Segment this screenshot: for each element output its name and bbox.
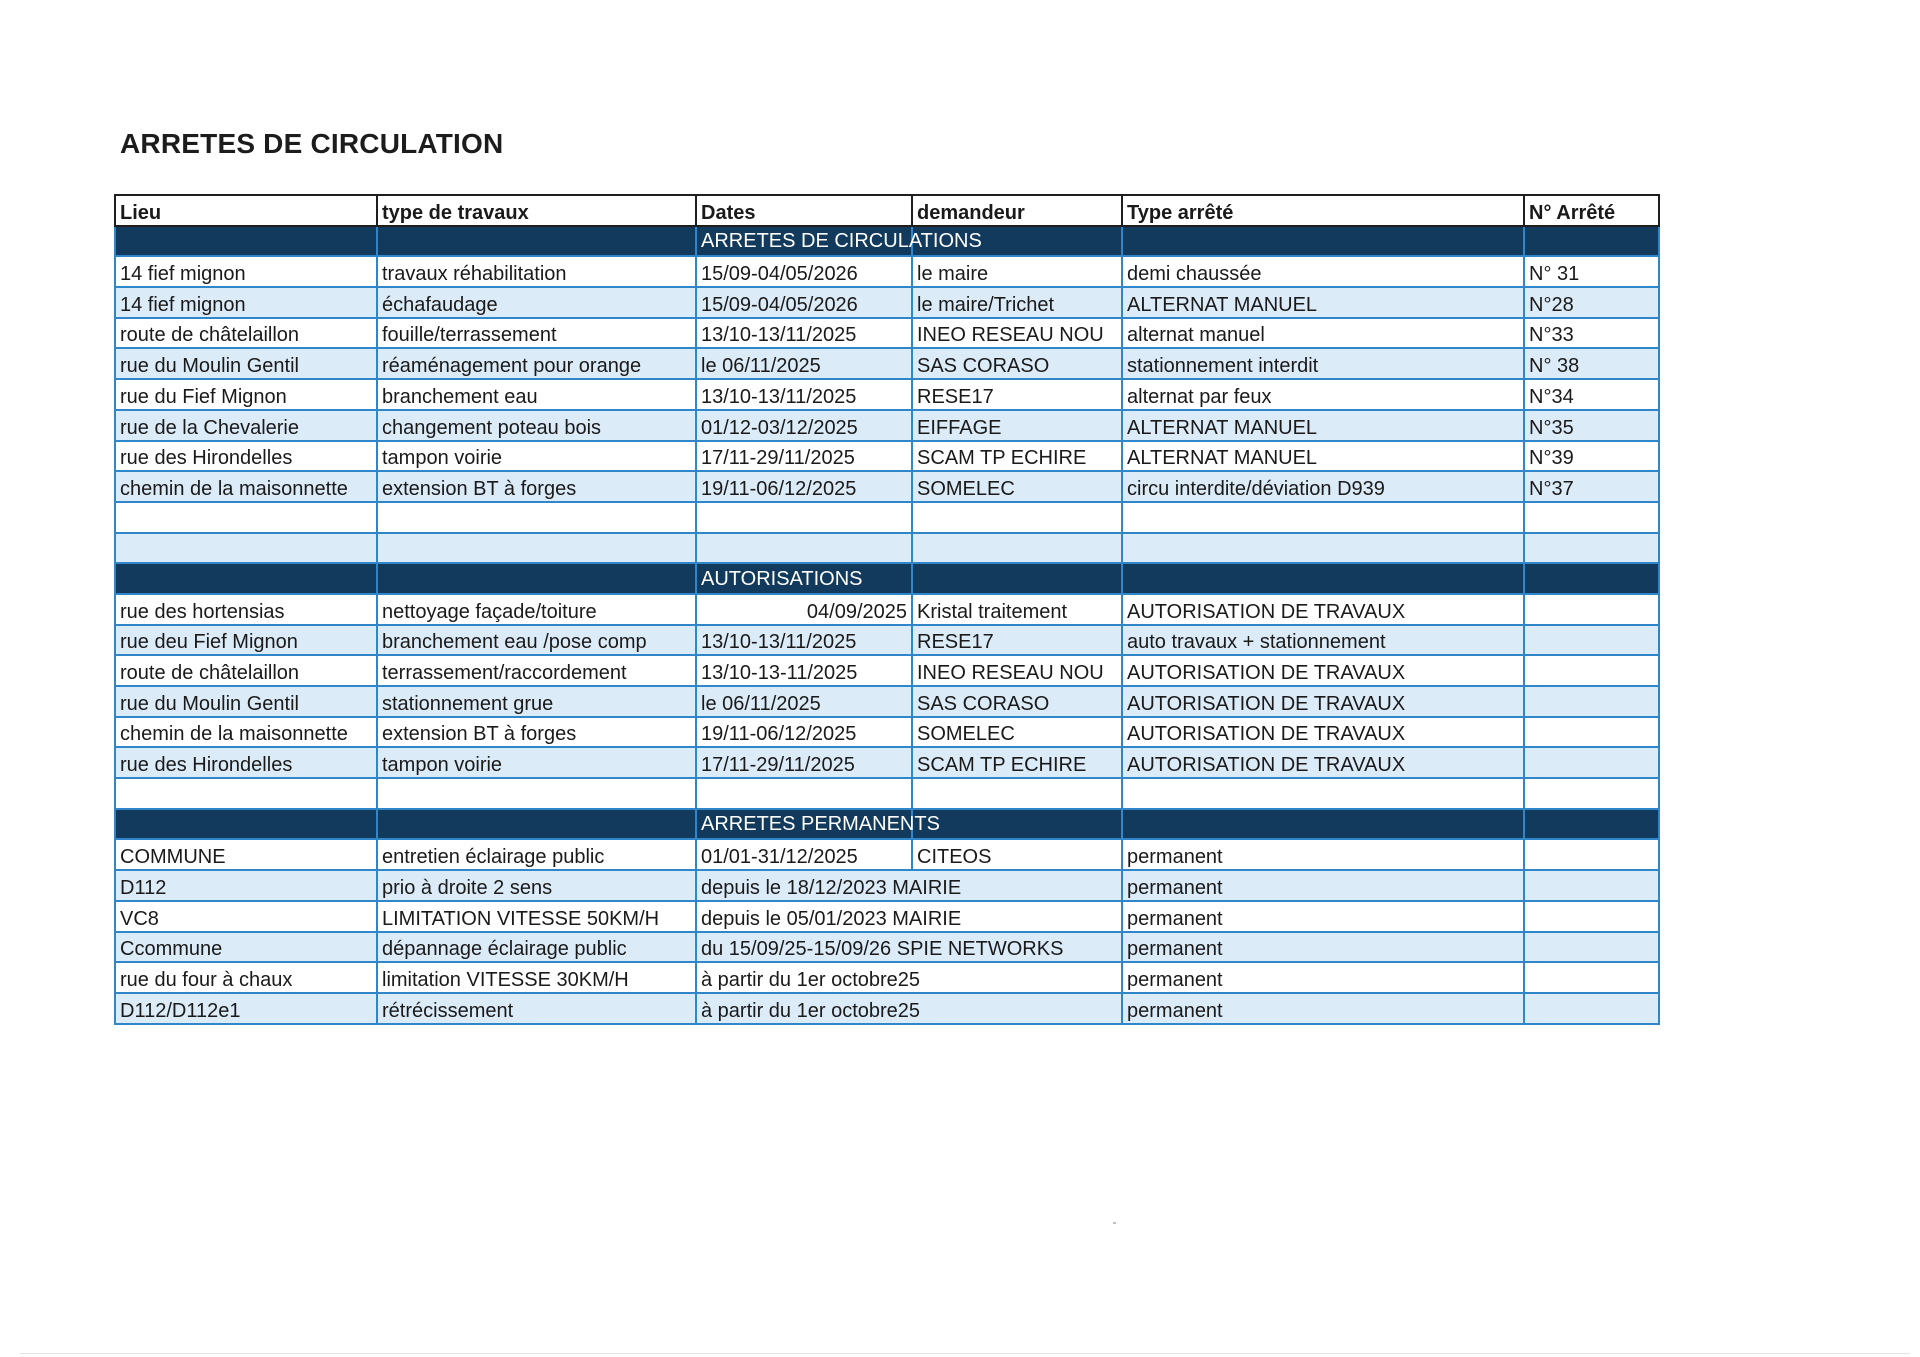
- table-row: [115, 778, 1659, 809]
- table-body: [115, 226, 1659, 1024]
- cell-lieu: Ccommune: [115, 932, 377, 963]
- cell-demandeur: SOMELEC: [912, 717, 1122, 748]
- cell-type-arrete: AUTORISATION DE TRAVAUX: [1122, 686, 1524, 717]
- cell-dates: 13/10-13/11/2025: [696, 379, 912, 410]
- cell-type-travaux: changement poteau bois: [377, 410, 696, 441]
- cell-numero-arrete: [1524, 594, 1659, 625]
- table-row: [115, 717, 1659, 748]
- cell-dates: [696, 962, 1122, 993]
- cell-lieu: route de châtelaillon: [115, 318, 377, 349]
- header-row: [115, 195, 1659, 226]
- cell-type-arrete: [1122, 533, 1524, 564]
- cell-type-travaux: fouille/terrassement: [377, 318, 696, 349]
- cell-dates: [696, 502, 912, 533]
- cell-lieu: [115, 778, 377, 809]
- header-type-arrete: Type arrêté: [1122, 195, 1524, 226]
- cell-type-travaux: extension BT à forges: [377, 717, 696, 748]
- section-header-cell: [1122, 226, 1524, 257]
- section-header-cell: [1524, 563, 1659, 594]
- table-row: [115, 287, 1659, 318]
- header-demandeur: demandeur: [912, 195, 1122, 226]
- cell-type-travaux: limitation VITESSE 30KM/H: [377, 962, 696, 993]
- table-row: [115, 256, 1659, 287]
- cell-type-arrete: AUTORISATION DE TRAVAUX: [1122, 655, 1524, 686]
- cell-numero-arrete: [1524, 717, 1659, 748]
- table-row: [115, 870, 1659, 901]
- cell-dates: [696, 533, 912, 564]
- table-row: [115, 993, 1659, 1024]
- cell-demandeur: RESE17: [912, 625, 1122, 656]
- cell-type-arrete: AUTORISATION DE TRAVAUX: [1122, 594, 1524, 625]
- cell-numero-arrete: N°39: [1524, 441, 1659, 472]
- cell-type-travaux: rétrécissement: [377, 993, 696, 1024]
- cell-type-travaux: stationnement grue: [377, 686, 696, 717]
- cell-type-arrete: permanent: [1122, 901, 1524, 932]
- cell-lieu: rue de la Chevalerie: [115, 410, 377, 441]
- table-row: [115, 348, 1659, 379]
- cell-type-arrete: stationnement interdit: [1122, 348, 1524, 379]
- cell-demandeur: SAS CORASO: [912, 348, 1122, 379]
- cell-type-travaux: extension BT à forges: [377, 471, 696, 502]
- cell-numero-arrete: [1524, 932, 1659, 963]
- header-dates: Dates: [696, 195, 912, 226]
- cell-numero-arrete: [1524, 533, 1659, 564]
- cell-type-travaux: LIMITATION VITESSE 50KM/H: [377, 901, 696, 932]
- cell-dates-text: du 15/09/25-15/09/26 SPIE NETWORKS: [701, 938, 1064, 961]
- section-label-text: ARRETES DE CIRCULATIONS: [701, 230, 982, 253]
- cell-type-travaux: prio à droite 2 sens: [377, 870, 696, 901]
- section-header-cell: [1122, 563, 1524, 594]
- cell-dates: 01/12-03/12/2025: [696, 410, 912, 441]
- cell-dates: 04/09/2025: [696, 594, 912, 625]
- cell-numero-arrete: N°28: [1524, 287, 1659, 318]
- cell-lieu: D112: [115, 870, 377, 901]
- cell-dates: 17/11-29/11/2025: [696, 441, 912, 472]
- cell-demandeur: INEO RESEAU NOU: [912, 655, 1122, 686]
- cell-dates: [696, 993, 1122, 1024]
- cell-numero-arrete: [1524, 502, 1659, 533]
- table-row: [115, 471, 1659, 502]
- arretes-table: [114, 194, 1660, 1025]
- header-type-travaux: type de travaux: [377, 195, 696, 226]
- section-header-cell: [377, 809, 696, 840]
- cell-type-arrete: demi chaussée: [1122, 256, 1524, 287]
- cell-demandeur: [912, 778, 1122, 809]
- cell-lieu: D112/D112e1: [115, 993, 377, 1024]
- table-row: [115, 379, 1659, 410]
- cell-dates: [696, 932, 1122, 963]
- section-header-cell: [1122, 809, 1524, 840]
- cell-type-arrete: permanent: [1122, 870, 1524, 901]
- cell-demandeur: CITEOS: [912, 839, 1122, 870]
- cell-numero-arrete: N°37: [1524, 471, 1659, 502]
- cell-lieu: rue des Hirondelles: [115, 441, 377, 472]
- section-header-cell: [1524, 809, 1659, 840]
- section-header-cell: [377, 563, 696, 594]
- page-title: ARRETES DE CIRCULATION: [120, 128, 504, 159]
- cell-numero-arrete: [1524, 625, 1659, 656]
- table-row: [115, 625, 1659, 656]
- table-row: [115, 441, 1659, 472]
- cell-numero-arrete: [1524, 686, 1659, 717]
- section-label: [696, 809, 940, 840]
- cell-demandeur: EIFFAGE: [912, 410, 1122, 441]
- cell-type-travaux: tampon voirie: [377, 747, 696, 778]
- cell-type-arrete: ALTERNAT MANUEL: [1122, 410, 1524, 441]
- cell-lieu: 14 fief mignon: [115, 287, 377, 318]
- section-header-cell: [115, 226, 377, 257]
- cell-type-travaux: [377, 778, 696, 809]
- cell-demandeur: le maire: [912, 256, 1122, 287]
- cell-numero-arrete: N°33: [1524, 318, 1659, 349]
- cell-type-travaux: terrassement/raccordement: [377, 655, 696, 686]
- cell-dates-text: à partir du 1er octobre25: [701, 968, 921, 991]
- cell-lieu: chemin de la maisonnette: [115, 717, 377, 748]
- cell-dates: [696, 870, 1122, 901]
- section-label: [696, 226, 982, 257]
- section-header-cell: [912, 563, 1122, 594]
- table-row: [115, 839, 1659, 870]
- cell-lieu: chemin de la maisonnette: [115, 471, 377, 502]
- cell-type-travaux: dépannage éclairage public: [377, 932, 696, 963]
- cell-type-travaux: branchement eau: [377, 379, 696, 410]
- section-label-text: AUTORISATIONS: [701, 567, 863, 590]
- section-header-row: [115, 226, 1659, 257]
- section-header-cell: [912, 809, 1122, 840]
- table-row: [115, 962, 1659, 993]
- cell-dates: 13/10-13/11/2025: [696, 625, 912, 656]
- cell-type-travaux: travaux réhabilitation: [377, 256, 696, 287]
- cell-demandeur: [912, 533, 1122, 564]
- cell-lieu: rue des Hirondelles: [115, 747, 377, 778]
- scan-artifact: [1113, 1222, 1116, 1224]
- cell-numero-arrete: N° 38: [1524, 348, 1659, 379]
- cell-dates-text: à partir du 1er octobre25: [701, 999, 921, 1022]
- cell-type-travaux: branchement eau /pose comp: [377, 625, 696, 656]
- cell-lieu: rue du Moulin Gentil: [115, 686, 377, 717]
- cell-numero-arrete: [1524, 655, 1659, 686]
- cell-dates: [696, 901, 1122, 932]
- cell-type-travaux: entretien éclairage public: [377, 839, 696, 870]
- table-row: [115, 318, 1659, 349]
- cell-type-arrete: circu interdite/déviation D939: [1122, 471, 1524, 502]
- cell-dates: [696, 778, 912, 809]
- cell-type-travaux: tampon voirie: [377, 441, 696, 472]
- cell-type-arrete: alternat par feux: [1122, 379, 1524, 410]
- cell-dates-text: depuis le 05/01/2023 MAIRIE: [701, 907, 962, 930]
- cell-demandeur: SCAM TP ECHIRE: [912, 747, 1122, 778]
- cell-numero-arrete: N°34: [1524, 379, 1659, 410]
- cell-numero-arrete: [1524, 778, 1659, 809]
- cell-lieu: rue deu Fief Mignon: [115, 625, 377, 656]
- cell-type-travaux: réaménagement pour orange: [377, 348, 696, 379]
- section-header-cell: [115, 563, 377, 594]
- header-lieu: Lieu: [115, 195, 377, 226]
- table-row: [115, 502, 1659, 533]
- cell-dates-text: depuis le 18/12/2023 MAIRIE: [701, 876, 962, 899]
- cell-type-travaux: échafaudage: [377, 287, 696, 318]
- table-row: [115, 655, 1659, 686]
- section-header-row: [115, 563, 1659, 594]
- cell-demandeur: SCAM TP ECHIRE: [912, 441, 1122, 472]
- cell-type-arrete: permanent: [1122, 962, 1524, 993]
- cell-numero-arrete: N°35: [1524, 410, 1659, 441]
- cell-type-arrete: ALTERNAT MANUEL: [1122, 441, 1524, 472]
- cell-type-arrete: auto travaux + stationnement: [1122, 625, 1524, 656]
- cell-dates: 17/11-29/11/2025: [696, 747, 912, 778]
- cell-lieu: rue des hortensias: [115, 594, 377, 625]
- cell-demandeur: SOMELEC: [912, 471, 1122, 502]
- cell-lieu: VC8: [115, 901, 377, 932]
- section-header-row: [115, 809, 1659, 840]
- table-row: [115, 901, 1659, 932]
- header-numero-arrete: N° Arrêté: [1524, 195, 1659, 226]
- cell-type-arrete: permanent: [1122, 839, 1524, 870]
- cell-type-arrete: ALTERNAT MANUEL: [1122, 287, 1524, 318]
- cell-lieu: 14 fief mignon: [115, 256, 377, 287]
- cell-dates: 19/11-06/12/2025: [696, 471, 912, 502]
- cell-demandeur: SAS CORASO: [912, 686, 1122, 717]
- table-row: [115, 747, 1659, 778]
- cell-type-travaux: nettoyage façade/toiture: [377, 594, 696, 625]
- cell-type-arrete: permanent: [1122, 932, 1524, 963]
- table-row: [115, 686, 1659, 717]
- section-header-cell: [115, 809, 377, 840]
- cell-lieu: [115, 502, 377, 533]
- cell-lieu: rue du Fief Mignon: [115, 379, 377, 410]
- page-edge-line: [20, 1353, 1910, 1354]
- cell-type-travaux: [377, 533, 696, 564]
- cell-type-arrete: [1122, 778, 1524, 809]
- cell-lieu: rue du four à chaux: [115, 962, 377, 993]
- cell-type-arrete: [1122, 502, 1524, 533]
- cell-dates: 13/10-13-11/2025: [696, 655, 912, 686]
- cell-numero-arrete: [1524, 747, 1659, 778]
- cell-numero-arrete: [1524, 870, 1659, 901]
- cell-numero-arrete: [1524, 962, 1659, 993]
- cell-numero-arrete: [1524, 993, 1659, 1024]
- cell-dates: 15/09-04/05/2026: [696, 287, 912, 318]
- cell-type-travaux: [377, 502, 696, 533]
- cell-type-arrete: permanent: [1122, 993, 1524, 1024]
- cell-dates: 19/11-06/12/2025: [696, 717, 912, 748]
- cell-type-arrete: AUTORISATION DE TRAVAUX: [1122, 747, 1524, 778]
- cell-lieu: [115, 533, 377, 564]
- section-label-text: ARRETES PERMANENTS: [701, 813, 940, 836]
- section-header-cell: [377, 226, 696, 257]
- cell-dates: 15/09-04/05/2026: [696, 256, 912, 287]
- section-label: [696, 563, 912, 594]
- cell-demandeur: RESE17: [912, 379, 1122, 410]
- cell-type-arrete: AUTORISATION DE TRAVAUX: [1122, 717, 1524, 748]
- cell-demandeur: le maire/Trichet: [912, 287, 1122, 318]
- cell-demandeur: INEO RESEAU NOU: [912, 318, 1122, 349]
- table-row: [115, 410, 1659, 441]
- cell-numero-arrete: [1524, 839, 1659, 870]
- cell-lieu: route de châtelaillon: [115, 655, 377, 686]
- table-row: [115, 594, 1659, 625]
- cell-dates: le 06/11/2025: [696, 348, 912, 379]
- cell-dates: 01/01-31/12/2025: [696, 839, 912, 870]
- section-header-cell: [1524, 226, 1659, 257]
- table-row: [115, 533, 1659, 564]
- cell-numero-arrete: N° 31: [1524, 256, 1659, 287]
- table-row: [115, 932, 1659, 963]
- cell-demandeur: Kristal traitement: [912, 594, 1122, 625]
- cell-lieu: COMMUNE: [115, 839, 377, 870]
- cell-type-arrete: alternat manuel: [1122, 318, 1524, 349]
- cell-dates: 13/10-13/11/2025: [696, 318, 912, 349]
- cell-demandeur: [912, 502, 1122, 533]
- cell-dates: le 06/11/2025: [696, 686, 912, 717]
- cell-numero-arrete: [1524, 901, 1659, 932]
- cell-lieu: rue du Moulin Gentil: [115, 348, 377, 379]
